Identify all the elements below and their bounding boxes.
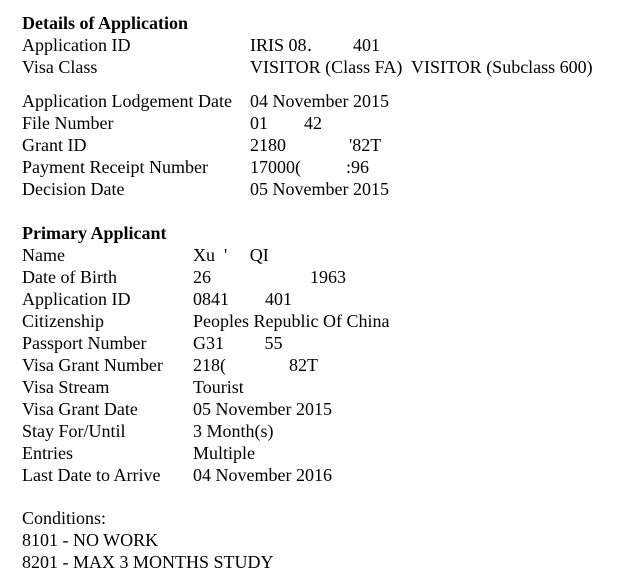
file-number-label: File Number: [22, 113, 114, 133]
visa-grant-number-label: Visa Grant Number: [22, 355, 163, 375]
visa-grant-date-value: 05 November 2015: [193, 399, 332, 419]
visa-stream-label: Visa Stream: [22, 377, 110, 397]
application-id-value: IRIS 08․ 401: [250, 35, 381, 55]
last-date-to-arrive-label: Last Date to Arrive: [22, 465, 161, 485]
applicant-application-id-value: 0841 401: [193, 289, 292, 309]
file-number-value: 01 42: [250, 113, 322, 133]
application-id-label: Application ID: [22, 35, 131, 55]
stay-for-label: Stay For/Until: [22, 421, 126, 441]
lodgement-date-value: 04 November 2015: [250, 91, 389, 111]
visa-grant-date-label: Visa Grant Date: [22, 399, 138, 419]
passport-number-value: G31 55: [193, 333, 283, 353]
visa-stream-value: Tourist: [193, 377, 244, 397]
application-heading: Details of Application: [22, 13, 189, 33]
entries-value: Multiple: [193, 443, 255, 463]
passport-number-label: Passport Number: [22, 333, 147, 353]
condition-item: 8101 - NO WORK: [22, 530, 159, 550]
stay-for-value: 3 Month(s): [193, 421, 274, 441]
payment-receipt-value: 17000( :96: [250, 157, 369, 177]
citizenship-value: Peoples Republic Of China: [193, 311, 390, 331]
last-date-to-arrive-value: 04 November 2016: [193, 465, 332, 485]
grant-id-value: 2180 '82T: [250, 135, 382, 155]
visa-grant-number-value: 218( 82T: [193, 355, 318, 375]
decision-date-value: 05 November 2015: [250, 179, 389, 199]
condition-item: 8201 - MAX 3 MONTHS STUDY: [22, 552, 274, 572]
visa-class-value: VISITOR (Class FA) VISITOR (Subclass 600): [250, 57, 593, 77]
payment-receipt-label: Payment Receipt Number: [22, 157, 208, 177]
applicant-application-id-label: Application ID: [22, 289, 131, 309]
applicant-heading: Primary Applicant: [22, 223, 167, 243]
conditions-heading: Conditions:: [22, 508, 107, 528]
grant-id-label: Grant ID: [22, 135, 87, 155]
decision-date-label: Decision Date: [22, 179, 125, 199]
lodgement-date-label: Application Lodgement Date: [22, 91, 232, 111]
date-of-birth-label: Date of Birth: [22, 267, 117, 287]
entries-label: Entries: [22, 443, 73, 463]
visa-class-label: Visa Class: [22, 57, 98, 77]
citizenship-label: Citizenship: [22, 311, 104, 331]
name-value: Xu ' QI: [193, 245, 269, 265]
name-label: Name: [22, 245, 65, 265]
date-of-birth-value: 26 1963: [193, 267, 346, 287]
